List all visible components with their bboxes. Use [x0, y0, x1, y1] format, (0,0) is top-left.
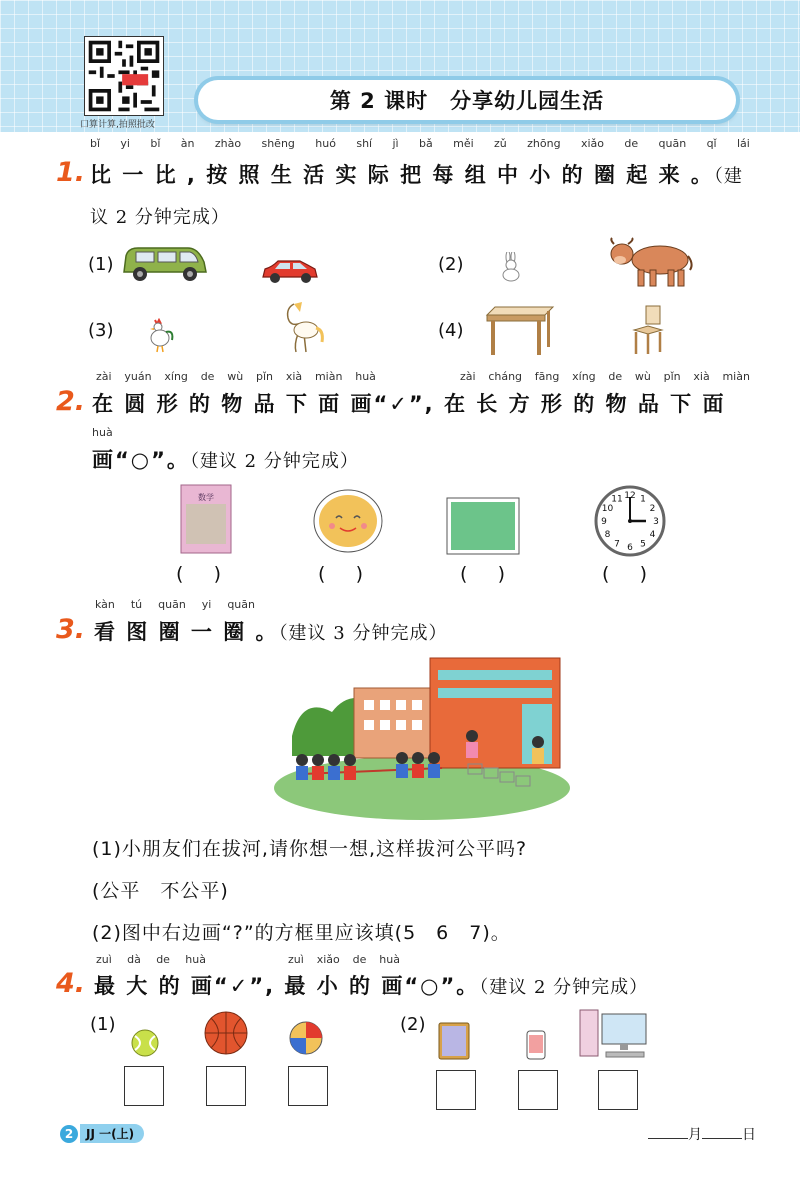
pinyin-syllable: huà [379, 953, 400, 966]
q3-hint: （建议 3 分钟完成） [278, 623, 448, 644]
qr-code-icon[interactable] [84, 36, 164, 116]
pinyin-syllable: quān [227, 598, 255, 611]
pinyin-syllable: měi [453, 137, 474, 150]
tablet-icon[interactable] [438, 1022, 470, 1060]
month-blank[interactable] [648, 1138, 688, 1139]
pinyin-syllable: kàn [95, 598, 115, 611]
answer-blank[interactable]: ( ) [176, 563, 222, 585]
beach-ball-icon[interactable] [288, 1020, 324, 1056]
tennis-ball-icon[interactable] [130, 1028, 160, 1058]
pinyin-syllable: de [624, 137, 639, 150]
q3-pinyin [95, 598, 255, 611]
q1-text: 比 一 比 , 按 照 生 活 实 际 把 每 组 中 小 的 圈 起 来 。 [90, 163, 714, 187]
pinyin-syllable: lái [736, 137, 750, 150]
pinyin-syllable: huà [185, 953, 206, 966]
pinyin-syllable: zuì [96, 953, 112, 966]
q3-sub1: (1)小朋友们在拔河,请你想一想,这样拔河公平吗? [92, 838, 528, 860]
clock-numeral: 12 [624, 491, 636, 501]
round-cake-icon[interactable] [312, 488, 384, 554]
pinyin-syllable: quān [158, 598, 186, 611]
answer-box[interactable] [288, 1066, 328, 1106]
pinyin-syllable: de [352, 953, 367, 966]
clock-icon[interactable] [594, 485, 666, 557]
q4-group-label: (2) [400, 1014, 426, 1035]
pinyin-syllable: quān [658, 137, 687, 150]
pinyin-syllable: tú [130, 598, 143, 611]
footer-page-info [60, 1124, 144, 1143]
pinyin-syllable: àn [180, 137, 195, 150]
pinyin-syllable: xíng [164, 370, 188, 383]
pinyin-syllable: de [608, 370, 623, 383]
date-field[interactable] [648, 1124, 756, 1144]
pinyin-syllable: xíng [572, 370, 596, 383]
q4-number: 4. [56, 968, 86, 999]
clock-numeral: 9 [601, 517, 607, 527]
pinyin-syllable: pǐn [256, 370, 274, 383]
ox-icon[interactable] [608, 236, 694, 290]
pinyin-syllable: de [156, 953, 170, 966]
desktop-computer-icon[interactable] [578, 1008, 650, 1060]
pinyin-syllable: zài [460, 370, 476, 383]
pinyin-syllable: zuì [288, 953, 304, 966]
horse-icon[interactable] [280, 300, 328, 356]
math-book-icon[interactable] [180, 484, 232, 554]
pinyin-syllable: zhōng [527, 137, 561, 150]
month-label: 月 [688, 1127, 702, 1143]
pinyin-syllable: wù [227, 370, 244, 383]
q2-line2-text: 画“○”。 [92, 448, 190, 472]
pinyin-syllable: xiǎo [316, 953, 340, 966]
q1-item-label: (2) [438, 254, 464, 275]
clock-numeral: 10 [601, 504, 614, 514]
series-tag: JJ 一(上) [80, 1124, 144, 1143]
q2-number: 2. [56, 386, 86, 417]
q3-number: 3. [56, 614, 86, 645]
clock-numeral: 8 [604, 530, 611, 540]
pinyin-syllable: miàn [722, 370, 750, 383]
answer-box[interactable] [206, 1066, 246, 1106]
q1-instruction [90, 159, 743, 189]
pinyin-syllable: jì [392, 137, 399, 150]
answer-box[interactable] [518, 1070, 558, 1110]
answer-blank[interactable]: ( ) [602, 563, 648, 585]
pinyin-syllable: shí [356, 137, 373, 150]
pinyin-syllable: xià [285, 370, 303, 383]
day-label: 日 [742, 1127, 756, 1143]
pinyin-syllable: wù [634, 370, 651, 383]
lesson-title: 第 2 课时 分享幼儿园生活 [329, 89, 605, 113]
table-icon[interactable] [483, 305, 555, 357]
q2-hint: （建议 2 分钟完成） [189, 451, 359, 472]
q2-pinyin-a [96, 370, 376, 383]
rabbit-icon[interactable] [498, 252, 524, 282]
answer-box[interactable] [124, 1066, 164, 1106]
q2-pinyin-b [460, 370, 750, 383]
q4-instruction [94, 970, 648, 1000]
pinyin-syllable: qǐ [706, 137, 717, 150]
q2-pinyin-c: huà [92, 426, 113, 439]
pinyin-syllable: bǐ [90, 137, 101, 150]
q1-item-label: (1) [88, 254, 114, 275]
pinyin-syllable: zǔ [494, 137, 507, 150]
q3-sub2: (2)图中右边画“?”的方框里应该填(5 6 7)。 [92, 922, 511, 944]
day-blank[interactable] [702, 1138, 742, 1139]
pinyin-syllable: fāng [534, 370, 560, 383]
pinyin-syllable: shēng [261, 137, 295, 150]
pinyin-syllable: huà [355, 370, 376, 383]
mobile-phone-icon[interactable] [526, 1030, 546, 1060]
pinyin-syllable: dà [127, 953, 141, 966]
pinyin-syllable: yi [201, 598, 212, 611]
pinyin-syllable: cháng [488, 370, 523, 383]
q3-text: 看 图 圈 一 圈 。 [94, 620, 279, 644]
chair-icon[interactable] [630, 304, 666, 356]
rectangle-mat-icon[interactable] [446, 497, 520, 555]
answer-box[interactable] [436, 1070, 476, 1110]
q4-pinyin-a [96, 953, 206, 966]
pinyin-syllable: huó [315, 137, 336, 150]
clock-numeral: 4 [649, 530, 656, 540]
q1-pinyin [90, 137, 750, 150]
q4-hint: （建议 2 分钟完成） [479, 977, 649, 998]
red-car-icon[interactable] [260, 255, 320, 285]
q2-line1: 在 圆 形 的 物 品 下 面 画“✓”, 在 长 方 形 的 物 品 下 面 [92, 392, 726, 416]
pinyin-syllable: bǐ [150, 137, 161, 150]
q3-sub1-options[interactable]: (公平 不公平) [92, 880, 229, 902]
q4-pinyin-b [288, 953, 400, 966]
answer-blank[interactable]: ( ) [318, 563, 364, 585]
pinyin-syllable: yuán [124, 370, 152, 383]
pinyin-syllable: yi [120, 137, 130, 150]
pinyin-syllable: pǐn [663, 370, 681, 383]
clock-numeral: 5 [640, 539, 646, 550]
pinyin-syllable: zài [96, 370, 112, 383]
q1-item-label: (3) [88, 320, 114, 341]
answer-box[interactable] [598, 1070, 638, 1110]
clock-numeral: 1 [640, 494, 646, 505]
pinyin-syllable: de [200, 370, 215, 383]
q1-number: 1. [56, 157, 86, 188]
qr-caption: 口算计算,拍照批改 [80, 120, 155, 130]
q1-hint-end: 议 2 分钟完成） [90, 207, 230, 228]
clock-numeral: 6 [627, 543, 633, 553]
math-book-title: 数学 [198, 493, 214, 502]
q4-group-label: (1) [90, 1014, 116, 1035]
clock-numeral: 2 [649, 504, 656, 514]
q4-text: 最 大 的 画“✓”, 最 小 的 画“○”。 [94, 974, 480, 998]
basketball-icon[interactable] [203, 1010, 249, 1056]
clock-numeral: 11 [611, 494, 623, 505]
pinyin-syllable: zhào [214, 137, 242, 150]
pinyin-syllable: bǎ [419, 137, 433, 150]
page-number: 2 [60, 1125, 78, 1143]
q1-item-label: (4) [438, 320, 464, 341]
tug-of-war-illustration[interactable] [272, 656, 570, 822]
minivan-icon[interactable] [118, 242, 210, 284]
q2-line2 [92, 444, 359, 474]
clock-numeral: 7 [614, 539, 620, 550]
title-bar [198, 80, 736, 120]
answer-blank[interactable]: ( ) [460, 563, 506, 585]
pinyin-syllable: xiǎo [580, 137, 605, 150]
clock-numeral: 3 [653, 517, 659, 527]
q1-hint-start: （建 [713, 166, 743, 187]
q3-instruction [94, 616, 447, 646]
pinyin-syllable: miàn [314, 370, 343, 383]
pinyin-syllable: xià [693, 370, 710, 383]
rooster-icon[interactable] [146, 318, 174, 354]
